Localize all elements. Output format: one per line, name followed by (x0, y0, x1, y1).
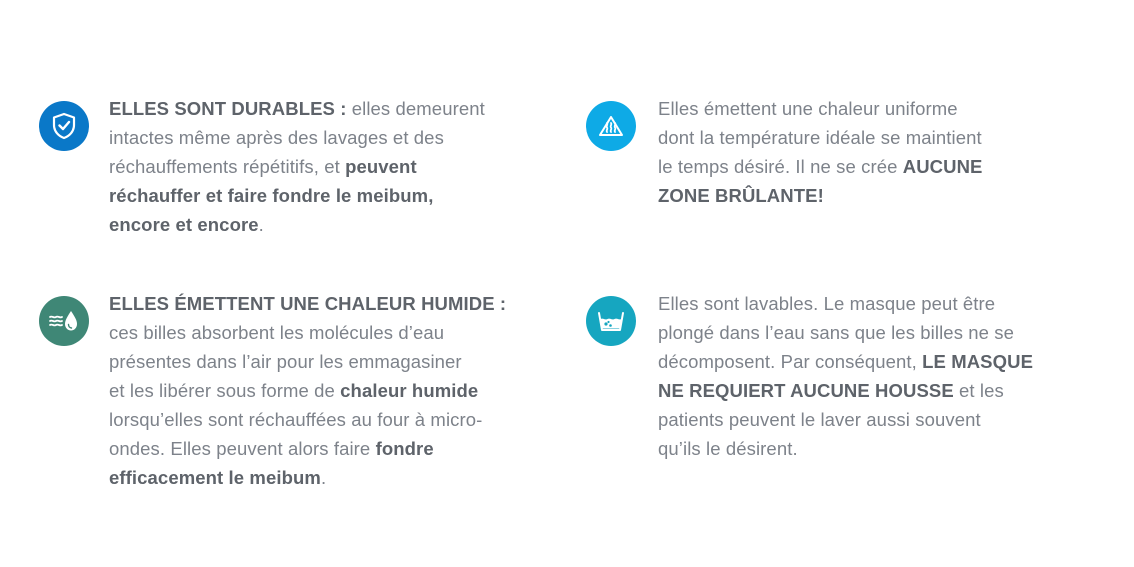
text-run: Elles sont lavables. Le masque peut être (658, 293, 996, 314)
text-run: elles demeurent (346, 98, 485, 119)
text-line (109, 434, 506, 463)
bold-run: encore et encore (109, 214, 259, 235)
bold-run: efficacement le meibum (109, 467, 321, 488)
bold-run: ELLES SONT DURABLES : (109, 98, 347, 119)
text-run: lorsqu’elles sont réchauffées au four à micro- (109, 409, 483, 430)
text-line (658, 289, 1033, 318)
bold-run: AUCUNE (902, 156, 983, 177)
bold-run: peuvent (345, 156, 417, 177)
feature-text (658, 289, 1033, 463)
text-run: ces billes absorbent les molécules d’eau (109, 322, 445, 343)
text-run: réchauffements répétitifs, et (109, 156, 346, 177)
text-line (109, 94, 485, 123)
bold-run: chaleur humide (340, 380, 479, 401)
text-run: ondes. Elles peuvent alors faire (109, 438, 376, 459)
text-run: et les libérer sous forme de (109, 380, 341, 401)
text-run: intactes même après des lavages et des (109, 127, 444, 148)
text-line (658, 376, 1033, 405)
text-line (658, 318, 1033, 347)
text-line (658, 181, 983, 210)
text-run: présentes dans l’air pour les emmagasiner (109, 351, 462, 372)
text-run: le temps désiré. Il ne se crée (658, 156, 903, 177)
text-run: dont la température idéale se maintient (658, 127, 982, 148)
moist-heat-drop-icon (39, 296, 89, 346)
bold-run: ZONE BRÛLANTE! (658, 185, 824, 206)
text-line (109, 463, 506, 492)
text-line (109, 405, 506, 434)
text-line (658, 123, 983, 152)
bold-run: ELLES ÉMETTENT UNE CHALEUR HUMIDE : (109, 293, 507, 314)
text-run: plongé dans l’eau sans que les billes ne se (658, 322, 1015, 343)
feature-text (109, 289, 506, 492)
text-line (109, 210, 485, 239)
text-line (109, 347, 506, 376)
text-run: . (258, 214, 264, 235)
text-line (109, 152, 485, 181)
bold-run: fondre (375, 438, 434, 459)
text-line (109, 376, 506, 405)
shield-check-icon (39, 101, 89, 151)
text-run: décomposent. Par conséquent, (658, 351, 923, 372)
text-line (109, 318, 506, 347)
text-line (109, 181, 485, 210)
text-run: et les (953, 380, 1004, 401)
text-line (109, 123, 485, 152)
feature-text (109, 94, 485, 239)
feature-text (658, 94, 983, 210)
text-line (658, 405, 1033, 434)
text-run: Elles émettent une chaleur uniforme (658, 98, 958, 119)
text-line (658, 94, 983, 123)
text-run: patients peuvent le laver aussi souvent (658, 409, 981, 430)
text-line (658, 347, 1033, 376)
bold-run: NE REQUIERT AUCUNE HOUSSE (658, 380, 954, 401)
text-line (658, 434, 1033, 463)
text-line (658, 152, 983, 181)
text-run: . (320, 467, 327, 488)
heat-waves-icon (586, 101, 636, 151)
wash-basin-icon (586, 296, 636, 346)
bold-run: LE MASQUE (922, 351, 1034, 372)
bold-run: réchauffer et faire fondre le meibum, (109, 185, 434, 206)
text-run: qu’ils le désirent. (658, 438, 798, 459)
text-line (109, 289, 506, 318)
